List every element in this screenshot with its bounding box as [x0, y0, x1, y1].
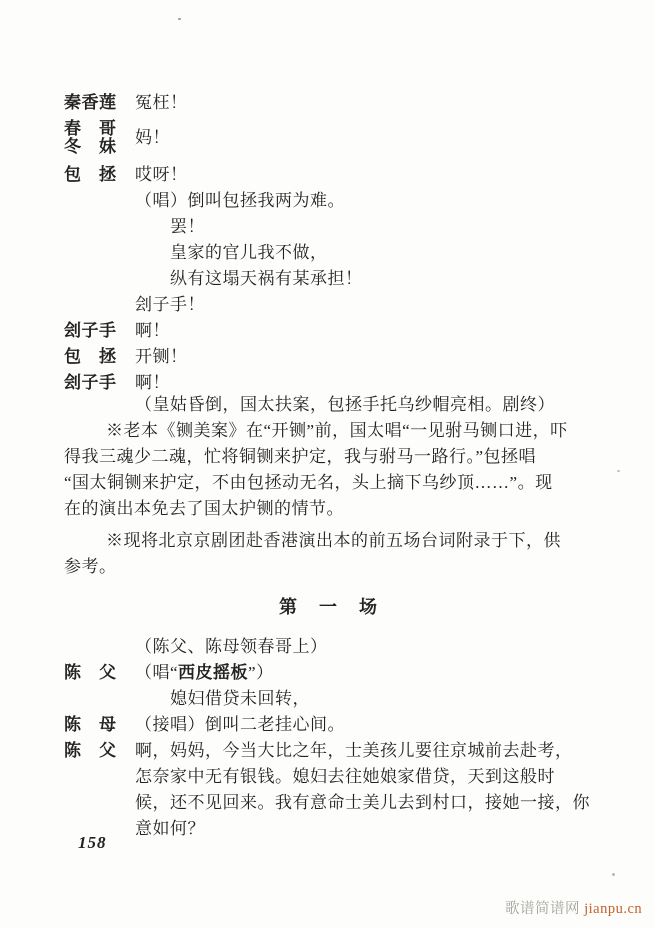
- dialogue-text-line: 候，还不见回来。我有意命士美儿去到村口，接她一接，你: [135, 793, 590, 812]
- speaker-name: 陈 父: [64, 663, 117, 682]
- script-text-block: [64, 90, 594, 842]
- dialogue-continuation: （唱）倒叫包拯我两为难。: [135, 191, 345, 210]
- speaker-name: 包 拯: [64, 347, 117, 366]
- sing-cue-suffix: ”）: [248, 663, 274, 682]
- speaker-name: 刽子手: [64, 373, 117, 392]
- dialogue-text: 哎呀！: [135, 165, 188, 184]
- dialogue-row: [64, 318, 594, 344]
- dialogue-row: [64, 712, 594, 738]
- sing-cue-prefix: （唱“: [135, 663, 179, 682]
- dialogue-text-line: 怎奈家中无有银钱。媳妇去往她娘家借贷，天到这般时: [135, 767, 555, 786]
- scan-speck: [178, 18, 181, 20]
- stage-direction: （陈父、陈母领春哥上）: [135, 637, 328, 656]
- dialogue-row: [64, 162, 594, 188]
- footnote: [64, 528, 594, 580]
- verse-line: 罢！: [170, 217, 205, 236]
- stage-direction: （皇姑昏倒，国太扶案，包拯手托乌纱帽亮相。剧终）: [135, 395, 555, 414]
- dialogue-row-pair: [64, 118, 594, 158]
- scan-speck: [617, 470, 620, 472]
- dialogue-continuation: 刽子手！: [135, 295, 205, 314]
- speaker-name: 秦香莲: [64, 93, 117, 112]
- verse-line: 纵有这塌天祸有某承担！: [170, 269, 363, 288]
- speaker-name: 春 哥: [64, 119, 117, 138]
- dialogue-text-line: 啊，妈妈，今当大比之年，士美孩儿要往京城前去赴考，: [135, 741, 573, 760]
- footnote-line: ※老本《铡美案》在“开铡”前，国太唱“一见驸马铡口进，吓: [106, 421, 568, 440]
- page-number: 158: [78, 833, 107, 852]
- dialogue-text: （接唱）倒叫二老挂心间。: [135, 715, 345, 734]
- watermark-site-name: 歌谱简谱网: [505, 901, 580, 917]
- dialogue-row: [64, 738, 594, 842]
- verse-line: 媳妇借贷未回转，: [170, 689, 310, 708]
- speaker-name: 陈 母: [64, 715, 117, 734]
- dialogue-text: 冤枉！: [135, 93, 188, 112]
- dialogue-text-line: 意如何？: [135, 819, 205, 838]
- speaker-name: 包 拯: [64, 165, 117, 184]
- footnote-line: ※现将北京京剧团赴香港演出本的前五场台词附录于下，供: [106, 531, 561, 550]
- watermark-site-url: jianpu.cn: [584, 901, 643, 917]
- verse-line: 皇家的官儿我不做，: [170, 243, 328, 262]
- dialogue-row: [64, 90, 594, 116]
- tune-name: 西皮摇板: [178, 663, 249, 682]
- watermark: [505, 897, 642, 918]
- speaker-name: 陈 父: [64, 741, 117, 760]
- dialogue-text: 妈！: [135, 128, 170, 147]
- dialogue-text: 啊！: [135, 373, 170, 392]
- footnote-line: 在的演出本免去了国太护铡的情节。: [64, 499, 344, 518]
- dialogue-text: 开铡！: [135, 347, 188, 366]
- speaker-name: 冬 妹: [64, 137, 117, 156]
- dialogue-row: [64, 344, 594, 370]
- speaker-name: 刽子手: [64, 321, 117, 340]
- footnote: [64, 418, 594, 522]
- footnote-line: “国太铜铡来护定，不由包拯动无名，头上摘下乌纱顶……”。现: [64, 473, 553, 492]
- dialogue-text: [135, 660, 594, 686]
- scan-speck: [612, 873, 615, 876]
- scene-heading: 第 一 场: [279, 597, 379, 617]
- footnote-line: 得我三魂少二魂，忙将铜铡来护定，我与驸马一路行。”包拯唱: [64, 447, 537, 466]
- footnote-line: 参考。: [64, 557, 117, 576]
- dialogue-text: 啊！: [135, 321, 170, 340]
- dialogue-row: [64, 660, 594, 686]
- speaker-name-pair: [64, 120, 135, 156]
- dialogue-text: [135, 738, 594, 842]
